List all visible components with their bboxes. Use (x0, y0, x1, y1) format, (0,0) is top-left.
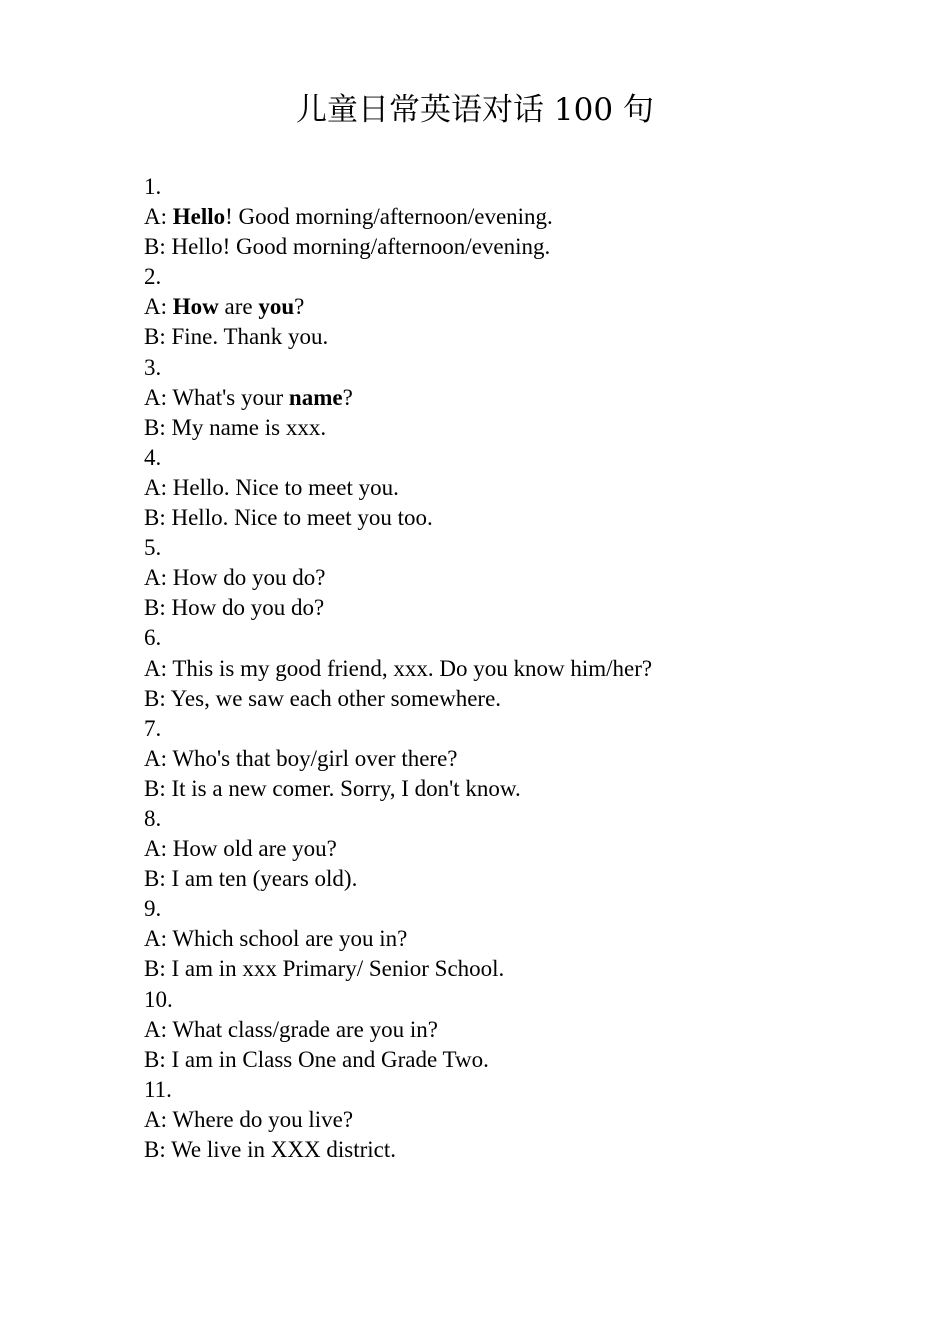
dialogue-list (144, 172, 884, 1165)
text-segment: A: Who's that boy/girl over there? (144, 745, 458, 771)
speaker-b-line (144, 413, 884, 443)
dialogue-number: 9. (144, 896, 162, 922)
dialogue-item (144, 443, 884, 533)
text-segment: are (218, 294, 259, 320)
dialogue-item (144, 262, 884, 352)
speaker-a-line (144, 202, 884, 232)
text-segment: ? (342, 384, 353, 410)
bold-keyword: name (288, 384, 343, 410)
dialogue-number: 3. (144, 354, 162, 380)
dialogue-number: 11. (144, 1076, 172, 1102)
dialogue-number: 5. (144, 535, 162, 561)
text-segment: B: I am ten (years old). (144, 866, 358, 892)
page-title: 儿童日常英语对话 100 句 (296, 92, 654, 128)
text-segment: B: Hello. Nice to meet you too. (144, 505, 433, 531)
text-segment: A: How do you do? (144, 565, 326, 591)
speaker-b-line (144, 684, 884, 714)
speaker-a-line (144, 924, 884, 954)
text-segment: A: Hello. Nice to meet you. (144, 474, 399, 500)
text-segment: B: How do you do? (144, 595, 325, 621)
speaker-b-line (144, 322, 884, 352)
dialogue-number: 2. (144, 264, 162, 290)
speaker-b-line (144, 232, 884, 262)
text-segment: B: It is a new comer. Sorry, I don't know. (144, 775, 521, 801)
dialogue-number: 8. (144, 805, 162, 831)
dialogue-item (144, 894, 884, 984)
dialogue-number: 10. (144, 986, 173, 1012)
text-segment: B: My name is xxx. (144, 414, 327, 440)
bold-keyword: How (172, 294, 219, 320)
speaker-b-line (144, 864, 884, 894)
speaker-b-line (144, 954, 884, 984)
text-segment: A: (144, 294, 173, 320)
text-segment: A: What's your (144, 384, 289, 410)
dialogue-number: 1. (144, 174, 162, 199)
dialogue-item (144, 533, 884, 623)
text-segment: B: Hello! Good morning/afternoon/evening. (144, 234, 551, 260)
speaker-a-line (144, 292, 884, 322)
dialogue-item (144, 172, 884, 262)
text-segment: B: I am in Class One and Grade Two. (144, 1046, 489, 1072)
speaker-a-line (144, 383, 884, 413)
speaker-a-line (144, 744, 884, 774)
text-segment: B: Fine. Thank you. (144, 324, 329, 350)
speaker-b-line (144, 593, 884, 623)
dialogue-number: 4. (144, 444, 162, 470)
dialogue-item (144, 353, 884, 443)
speaker-b-line (144, 1045, 884, 1075)
bold-keyword: you (258, 294, 295, 320)
dialogue-item (144, 1075, 884, 1165)
dialogue-number: 6. (144, 625, 162, 651)
speaker-b-line (144, 774, 884, 804)
dialogue-item (144, 985, 884, 1075)
speaker-b-line (144, 503, 884, 533)
speaker-a-line (144, 563, 884, 593)
dialogue-item (144, 623, 884, 713)
speaker-b-line (144, 1135, 884, 1165)
speaker-a-line (144, 473, 884, 503)
dialogue-number: 7. (144, 715, 162, 741)
text-segment: ? (294, 294, 305, 320)
text-segment: A: Where do you live? (144, 1106, 354, 1132)
speaker-a-line (144, 1015, 884, 1045)
speaker-a-line (144, 834, 884, 864)
speaker-a-line (144, 1105, 884, 1135)
text-segment: A: Which school are you in? (144, 926, 408, 952)
text-segment: A: How old are you? (144, 836, 337, 862)
speaker-a-line (144, 654, 884, 684)
text-segment: A: (144, 204, 173, 230)
text-segment: B: Yes, we saw each other somewhere. (144, 685, 502, 711)
text-segment: B: I am in xxx Primary/ Senior School. (144, 956, 505, 982)
bold-keyword: Hello (172, 204, 226, 230)
text-segment: A: What class/grade are you in? (144, 1016, 438, 1042)
text-segment: A: This is my good friend, xxx. Do you know him/her? (144, 655, 653, 681)
dialogue-item (144, 804, 884, 894)
text-segment: B: We live in XXX district. (144, 1137, 396, 1162)
dialogue-item (144, 714, 884, 804)
text-segment: ! Good morning/afternoon/evening. (225, 204, 553, 230)
